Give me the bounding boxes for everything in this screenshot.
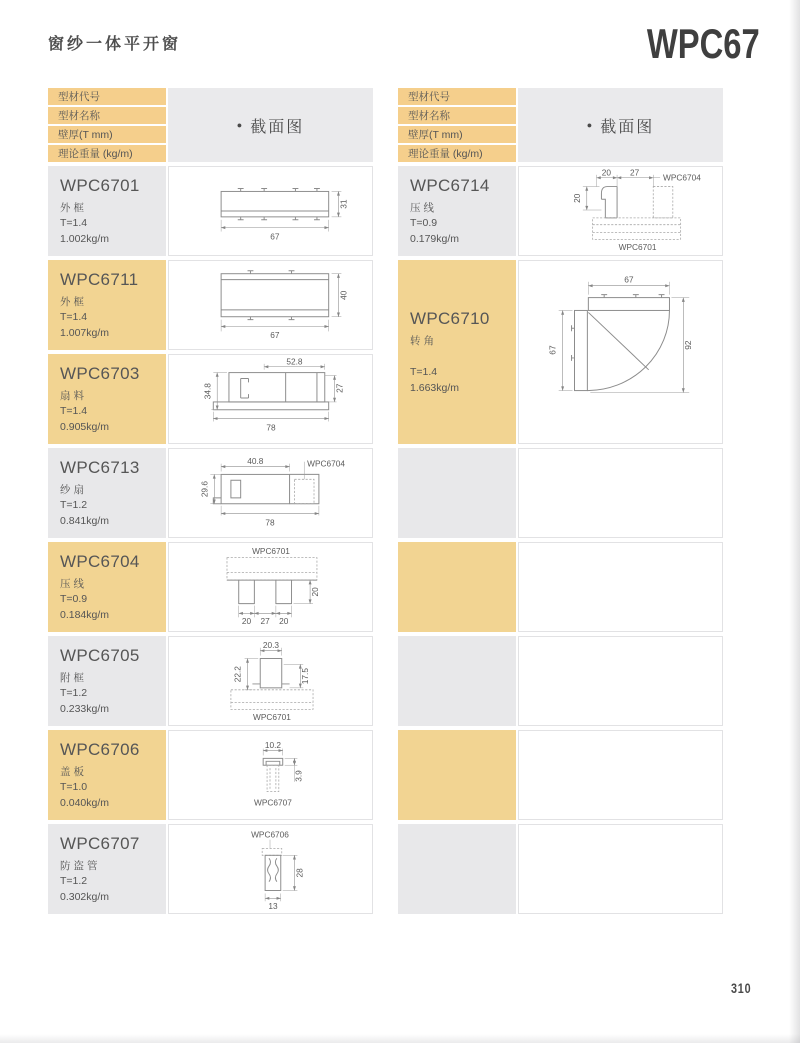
header-code-label: 型材代号 xyxy=(48,88,166,105)
cross-section-cell xyxy=(168,448,373,538)
profile-name: 纱扇 xyxy=(60,484,87,496)
table-row-empty xyxy=(398,542,723,632)
ref-label: WPC6704 xyxy=(307,458,345,469)
cross-section-diagram xyxy=(169,261,372,349)
profile-thickness: T=1.2 xyxy=(60,875,88,887)
dim-label: 67 xyxy=(270,330,280,341)
table-row xyxy=(48,636,373,726)
profile-info-cell xyxy=(48,636,166,726)
profile-info-cell-empty xyxy=(398,448,516,538)
header-thickness-label: 壁厚(T mm) xyxy=(398,126,516,143)
cross-section-cell-empty xyxy=(518,542,723,632)
cross-section-cell xyxy=(168,354,373,444)
dim-label: 92 xyxy=(683,340,694,350)
table-row xyxy=(48,354,373,444)
table-row xyxy=(48,166,373,256)
profile-info-cell xyxy=(48,824,166,914)
cross-section-cell xyxy=(518,166,723,256)
cross-section-cell xyxy=(168,166,373,256)
table-row-empty xyxy=(398,730,723,820)
cross-section-diagram xyxy=(519,261,722,443)
profile-code: WPC6707 xyxy=(60,834,140,853)
cross-section-diagram xyxy=(169,731,372,819)
bullet-icon: ● xyxy=(586,120,595,130)
cross-section-cell-empty xyxy=(518,636,723,726)
profile-info-cell xyxy=(48,542,166,632)
ref-label: WPC6704 xyxy=(663,172,701,183)
header-label-column xyxy=(398,88,516,162)
dim-label: 67 xyxy=(624,274,634,285)
cross-section-cell xyxy=(168,730,373,820)
cross-section-cell xyxy=(168,824,373,914)
ref-label: WPC6701 xyxy=(253,712,291,723)
profile-spec xyxy=(60,403,162,436)
profile-spec xyxy=(60,685,162,718)
dim-label: 13 xyxy=(268,901,278,912)
dim-label: 78 xyxy=(266,422,276,433)
dim-label: 10.2 xyxy=(264,740,282,751)
cross-section-diagram xyxy=(169,355,372,443)
profile-info-cell xyxy=(398,166,516,256)
ref-label: WPC6701 xyxy=(618,242,657,253)
table-row xyxy=(48,260,373,350)
cross-section-cell-empty xyxy=(518,730,723,820)
ref-label: WPC6706 xyxy=(251,829,289,840)
dim-label: 67 xyxy=(270,231,280,242)
dim-label: 52.8 xyxy=(286,356,303,367)
page-edge-shadow-bottom xyxy=(0,1034,800,1043)
header-code-label: 型材代号 xyxy=(398,88,516,105)
profile-code: WPC6711 xyxy=(60,270,139,289)
table-row-empty xyxy=(398,448,723,538)
header-weight-label: 理论重量 (kg/m) xyxy=(398,145,516,162)
dim-label: 67 xyxy=(547,345,558,355)
profile-name: 压线 xyxy=(60,578,87,590)
profile-weight: 0.841kg/m xyxy=(60,515,110,528)
page-edge-shadow-right xyxy=(789,0,800,1043)
right-profile-table xyxy=(398,88,723,914)
profile-info-cell xyxy=(48,166,166,256)
table-row-empty xyxy=(398,824,723,914)
header-name-label: 型材名称 xyxy=(48,107,166,124)
dim-label: 28 xyxy=(294,868,305,878)
dim-label: 27 xyxy=(260,616,270,627)
profile-info-cell xyxy=(48,354,166,444)
header-weight-label: 理论重量 (kg/m) xyxy=(48,145,166,162)
profile-info-cell-empty xyxy=(398,824,516,914)
profile-thickness: T=1.4 xyxy=(60,405,88,417)
header-thickness-label: 壁厚(T mm) xyxy=(48,126,166,143)
table-row xyxy=(398,260,723,444)
profile-weight: 0.179kg/m xyxy=(410,233,460,246)
profile-weight: 0.233kg/m xyxy=(60,703,110,716)
profile-code: WPC6710 xyxy=(410,308,490,328)
dim-label: 27 xyxy=(334,383,345,393)
table-row xyxy=(398,166,723,256)
profile-weight: 0.184kg/m xyxy=(60,609,110,622)
profile-weight: 0.302kg/m xyxy=(60,891,110,904)
section-view-label: 截面图 xyxy=(600,118,655,136)
dim-label: 22.2 xyxy=(232,666,243,683)
profile-code: WPC6714 xyxy=(410,176,490,195)
dim-label: 29.6 xyxy=(199,481,210,498)
profile-name: 压线 xyxy=(410,202,437,214)
profile-thickness: T=1.4 xyxy=(410,365,438,378)
profile-thickness: T=1.4 xyxy=(60,217,88,229)
cross-section-cell xyxy=(168,260,373,350)
profile-name: 盖板 xyxy=(60,766,87,778)
profile-info-cell-empty xyxy=(398,636,516,726)
cross-section-diagram xyxy=(519,167,722,255)
profile-weight: 1.663kg/m xyxy=(410,382,460,394)
profile-spec xyxy=(60,215,162,248)
profile-info-cell xyxy=(48,730,166,820)
ref-label: WPC6701 xyxy=(252,545,290,556)
dim-label: 20 xyxy=(571,193,582,203)
profile-spec xyxy=(410,364,512,397)
table-row xyxy=(48,824,373,914)
profile-code: WPC6701 xyxy=(60,176,140,195)
header-label-column xyxy=(48,88,166,162)
profile-thickness: T=0.9 xyxy=(410,217,438,229)
profile-info-cell xyxy=(48,448,166,538)
table-header xyxy=(398,88,723,162)
dim-label: 27 xyxy=(630,167,640,178)
dim-label: 20 xyxy=(601,167,611,178)
profile-code: WPC6703 xyxy=(60,364,140,383)
profile-name: 转角 xyxy=(410,334,437,347)
profile-spec xyxy=(60,497,162,530)
profile-code: WPC6704 xyxy=(60,552,140,571)
cross-section-cell-empty xyxy=(518,448,723,538)
section-view-header xyxy=(518,88,723,162)
profile-weight: 0.040kg/m xyxy=(60,797,110,810)
dim-label: 17.5 xyxy=(300,668,311,685)
section-view-label: 截面图 xyxy=(250,118,305,136)
profile-tables xyxy=(48,88,723,914)
profile-info-cell xyxy=(398,260,516,444)
dim-label: 40.8 xyxy=(247,456,264,467)
profile-weight: 1.007kg/m xyxy=(60,327,110,340)
table-row-empty xyxy=(398,636,723,726)
dim-label: 20 xyxy=(279,616,289,627)
profile-name: 扇料 xyxy=(60,390,87,402)
profile-spec xyxy=(60,779,162,812)
profile-thickness: T=1.0 xyxy=(60,781,88,793)
header-name-label: 型材名称 xyxy=(398,107,516,124)
ref-label: WPC6707 xyxy=(254,797,292,808)
profile-spec xyxy=(60,873,162,906)
dim-label: 20.3 xyxy=(262,640,280,651)
profile-info-cell-empty xyxy=(398,730,516,820)
dim-label: 31 xyxy=(338,199,349,209)
dim-label: 3.9 xyxy=(293,770,304,782)
profile-thickness: T=1.2 xyxy=(60,499,88,511)
profile-thickness: T=1.4 xyxy=(60,311,88,323)
section-view-header xyxy=(168,88,373,162)
dim-label: 20 xyxy=(241,616,252,627)
profile-name: 防盗管 xyxy=(60,860,101,872)
cross-section-diagram xyxy=(169,825,372,913)
table-row xyxy=(48,542,373,632)
bullet-icon: ● xyxy=(236,120,245,130)
profile-spec xyxy=(60,309,162,342)
left-profile-table xyxy=(48,88,373,914)
table-row xyxy=(48,730,373,820)
profile-spec xyxy=(60,591,162,624)
profile-thickness: T=1.2 xyxy=(60,687,88,699)
cross-section-cell xyxy=(168,542,373,632)
cross-section-diagram xyxy=(169,543,372,631)
cross-section-cell xyxy=(168,636,373,726)
cross-section-diagram xyxy=(169,637,372,725)
dim-label: 20 xyxy=(309,587,320,597)
profile-info-cell-empty xyxy=(398,542,516,632)
profile-info-cell xyxy=(48,260,166,350)
cross-section-diagram xyxy=(169,167,372,255)
cross-section-diagram xyxy=(169,449,372,537)
dim-label: 78 xyxy=(265,517,275,528)
profile-name: 外框 xyxy=(60,296,87,308)
profile-code: WPC6706 xyxy=(60,740,140,759)
page-title: 窗纱一体平开窗 xyxy=(48,36,182,53)
profile-weight: 0.905kg/m xyxy=(60,421,110,434)
cross-section-cell-empty xyxy=(518,824,723,914)
profile-weight: 1.002kg/m xyxy=(60,233,110,246)
profile-name: 外框 xyxy=(60,202,87,214)
cross-section-cell xyxy=(518,260,723,444)
table-header xyxy=(48,88,373,162)
profile-code: WPC6705 xyxy=(60,646,140,665)
table-row xyxy=(48,448,373,538)
profile-thickness: T=0.9 xyxy=(60,593,88,605)
profile-spec xyxy=(410,215,512,248)
profile-name: 附框 xyxy=(60,672,87,684)
profile-code: WPC6713 xyxy=(60,458,140,477)
page-number: 310 xyxy=(731,981,752,996)
dim-label: 40 xyxy=(338,290,349,300)
series-code: WPC67 xyxy=(647,20,760,67)
dim-label: 34.8 xyxy=(202,383,213,400)
